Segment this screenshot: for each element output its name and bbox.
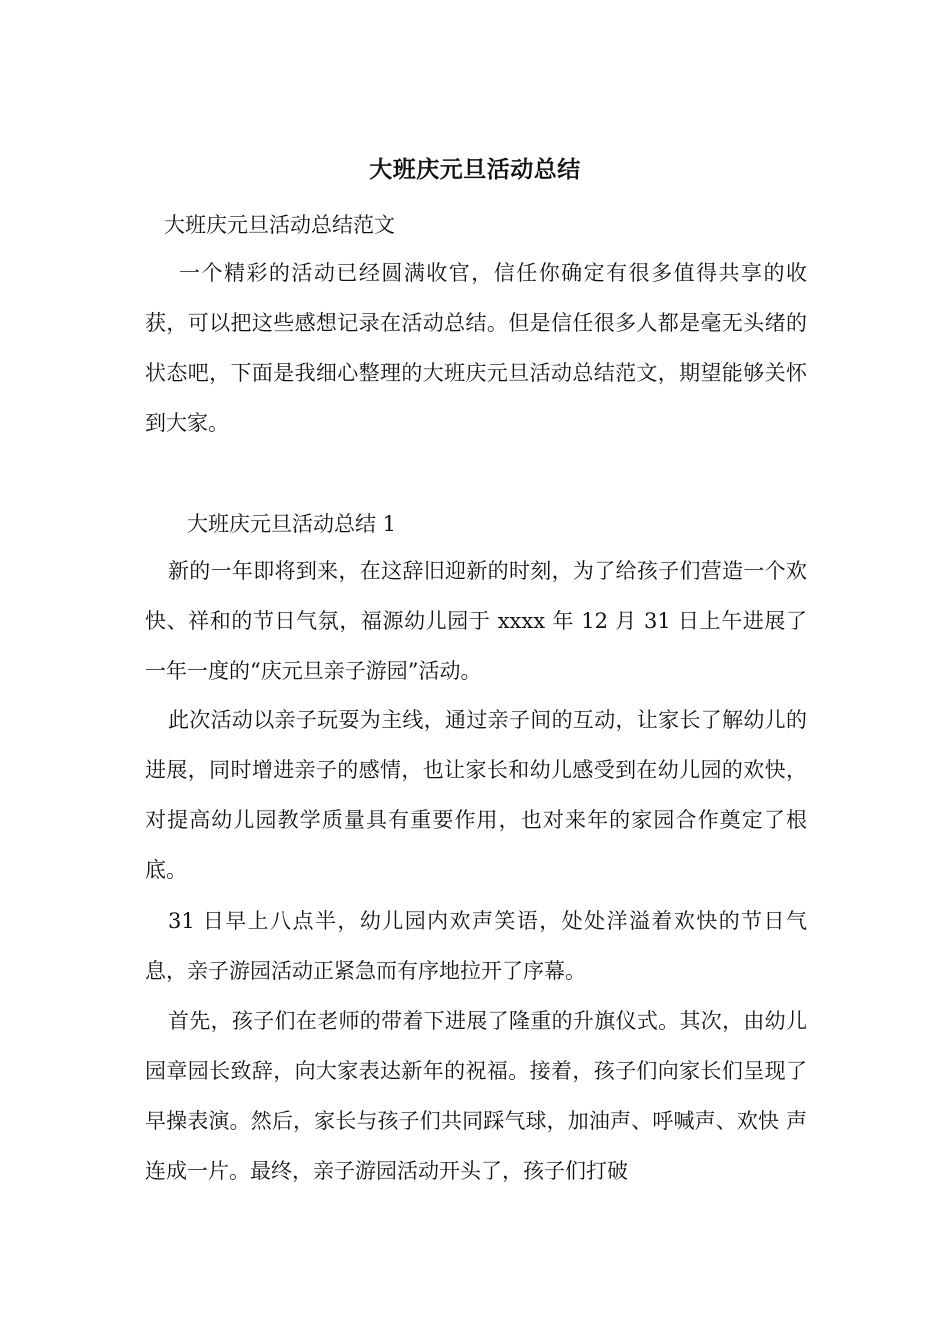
body-paragraph: 31 日早上八点半，幼儿园内欢声笑语，处处洋溢着欢快的节日气息，亲子游园活动正紧急而有序地拉开了序幕。 [145, 909, 807, 983]
body-paragraph: 新的一年即将到来，在这辞旧迎新的时刻，为了给孩子们营造一个欢快、祥和的节日气氛，福源幼儿园于 xxxx 年 12 月 31 日上午进展了一年一度的“庆元旦亲子游园”活动。 [145, 559, 807, 683]
document-subtitle: 大班庆元旦活动总结范文 [164, 213, 395, 237]
section-heading: 大班庆元旦活动总结 1 [187, 512, 397, 536]
body-paragraph: 此次活动以亲子玩耍为主线，通过亲子间的互动，让家长了解幼儿的进展，同时增进亲子的感情，也让家长和幼儿感受到在幼儿园的欢快，对提高幼儿园教学质量具有重要作用，也对来年的家园合作奠定了根底。 [145, 708, 807, 882]
document-title: 大班庆元旦活动总结 [369, 156, 581, 183]
body-paragraph: 首先，孩子们在老师的带着下进展了隆重的升旗仪式。其次，由幼儿园章园长致辞，向大家表达新年的祝福。接着，孩子们向家长们呈现了早操表演。然后，家长与孩子们共同踩气球，加油声、呼喊声、欢快 声连成一片。最终，亲子游园活动开头了，孩子们打破 [145, 1009, 807, 1183]
intro-paragraph: 一个精彩的活动已经圆满收官，信任你确定有很多值得共享的收获，可以把这些感想记录在活动总结。但是信任很多人都是毫无头绪的状态吧，下面是我细心整理的大班庆元旦活动总结范文，期望能够关怀到大家。 [145, 261, 807, 435]
